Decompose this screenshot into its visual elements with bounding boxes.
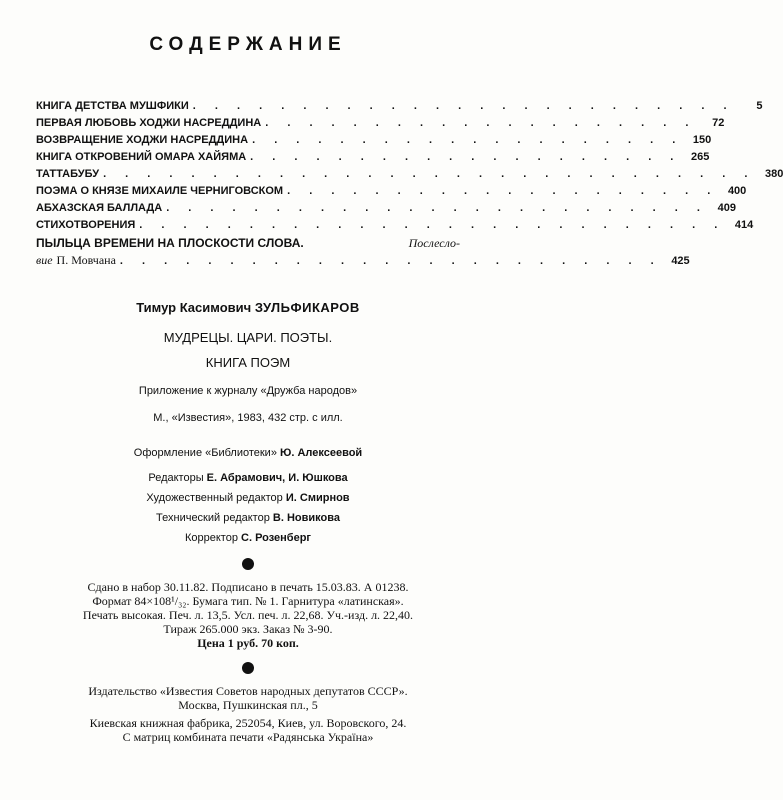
- printer-matrix-line: С матриц комбината печати «Радянська Украïна»: [122, 730, 374, 744]
- author-first-name: Тимур Касимович: [136, 300, 252, 315]
- toc-entry: [36, 236, 460, 253]
- credit-label: Корректор: [184, 532, 238, 544]
- book-title: МУДРЕЦЫ. ЦАРИ. ПОЭТЫ.: [163, 330, 333, 345]
- toc-entry-title: СТИХОТВОРЕНИЯ: [36, 219, 136, 231]
- book-publication: М., «Известия», 1983, 432 стр. с илл.: [153, 412, 343, 424]
- book-subtitle: КНИГА ПОЭМ: [205, 355, 291, 370]
- credit-label: Редакторы: [148, 472, 204, 484]
- separator-dot: [242, 662, 254, 674]
- credit-tech-editor: [0, 512, 496, 524]
- publisher-address: Москва, Пушкинская пл., 5: [178, 698, 318, 712]
- credit-name: И. Смирнов: [285, 492, 350, 504]
- toc-entry: [36, 219, 754, 236]
- publisher-line: Издательство «Известия Советов народных депутатов СССР».: [88, 684, 408, 698]
- toc-entry-page: 409: [717, 202, 736, 214]
- toc-leader-dots: . . . . . . . . . . . . . . . . . . . . . . . . .: [119, 255, 662, 267]
- toc-leader-dots: . . . . . . . . . . . . . . . . . . . . . . . . . . . . . .: [103, 168, 756, 180]
- toc-entry-continuation: [36, 253, 690, 270]
- print-info-line: Тираж 265.000 экз. Заказ № 3-90.: [163, 622, 333, 636]
- toc-leader-dots: . . . . . . . . . . . . . . . . . . . . . . . . .: [192, 100, 735, 112]
- toc-entry-title: ПЫЛЬЦА ВРЕМЕНИ НА ПЛОСКОСТИ СЛОВА.: [36, 236, 304, 250]
- toc-entry-title: ПОЭМА О КНЯЗЕ МИХАИЛЕ ЧЕРНИГОВСКОМ: [36, 185, 284, 197]
- toc-entry: [36, 100, 763, 117]
- toc-entry: [36, 151, 710, 168]
- toc-entry-title: ТАТТАБУБУ: [36, 168, 100, 180]
- credit-label: Оформление «Библиотеки»: [133, 447, 277, 459]
- credit-design: [0, 447, 496, 459]
- credit-label: Художественный редактор: [146, 492, 283, 504]
- toc-entry-note: Послесло-: [408, 236, 460, 250]
- toc-entry-page: 72: [712, 117, 725, 129]
- toc-entry-title: КНИГА ОТКРОВЕНИЙ ОМАРА ХАЙЯМА: [36, 151, 247, 163]
- credit-label: Технический редактор: [156, 512, 270, 524]
- toc-entry-author: П. Мовчана: [56, 253, 116, 267]
- credit-art-editor: [0, 492, 496, 504]
- toc-entry-page: 400: [727, 185, 747, 197]
- toc-leader-dots: . . . . . . . . . . . . . . . . . . . .: [252, 134, 684, 146]
- page-heading: СОДЕРЖАНИЕ: [149, 34, 347, 55]
- print-info-line: Сдано в набор 30.11.82. Подписано в печать 15.03.83. А 01238.: [87, 580, 409, 594]
- toc-leader-dots: . . . . . . . . . . . . . . . . . . . .: [250, 151, 682, 163]
- credit-name: Ю. Алексеевой: [280, 447, 363, 459]
- toc-entry-title: АБХАЗСКАЯ БАЛЛАДА: [36, 202, 163, 214]
- toc-entry: [36, 134, 712, 151]
- toc-entry-title: ВОЗВРАЩЕНИЕ ХОДЖИ НАСРЕДДИНА: [36, 134, 249, 146]
- print-info-line: Формат 84×108¹/₃₂. Бумага тип. № 1. Гарнитура «латинская».: [92, 594, 404, 608]
- toc-leader-dots: . . . . . . . . . . . . . . . . . . . . . . . . .: [166, 202, 708, 214]
- toc-entry-page: 414: [734, 219, 754, 231]
- price: Цена 1 руб. 70 коп.: [197, 636, 299, 650]
- credit-name: С. Розенберг: [241, 532, 312, 544]
- toc-entry-page: 380: [765, 168, 783, 180]
- author-surname: ЗУЛЬФИКАРОВ: [254, 300, 360, 315]
- separator-dot: [242, 558, 254, 570]
- toc-entry: [36, 185, 747, 202]
- toc-leader-dots: . . . . . . . . . . . . . . . . . . . .: [265, 117, 697, 129]
- toc-entry: [36, 117, 725, 134]
- toc-entry-note: вие: [36, 253, 53, 267]
- credit-editors: [0, 472, 496, 484]
- print-info-line: Печать высокая. Печ. л. 13,5. Усл. печ. л. 22,68. Уч.-изд. л. 22,40.: [82, 608, 414, 622]
- toc-entry-title: ПЕРВАЯ ЛЮБОВЬ ХОДЖИ НАСРЕДДИНА: [36, 117, 262, 129]
- toc-entry-page: 150: [692, 134, 712, 146]
- toc-entry-title: КНИГА ДЕТСТВА МУШФИКИ: [36, 100, 189, 112]
- toc-leader-dots: . . . . . . . . . . . . . . . . . . . .: [287, 185, 719, 197]
- toc-entry-page: 265: [691, 151, 710, 163]
- toc-entry-page: 5: [756, 100, 763, 112]
- printer-line: Киевская книжная фабрика, 252054, Киев, ул. Воровского, 24.: [89, 716, 407, 730]
- toc-entry: [36, 168, 783, 185]
- toc-leader-dots: . . . . . . . . . . . . . . . . . . . . . . . . . . .: [139, 219, 726, 231]
- table-of-contents: [36, 100, 783, 270]
- credit-corrector: [0, 532, 496, 544]
- toc-entry-page: 425: [671, 255, 690, 267]
- book-supplement: Приложение к журналу «Дружба народов»: [138, 385, 358, 397]
- credit-name: Е. Абрамович, И. Юшкова: [206, 472, 348, 484]
- toc-entry: [36, 202, 736, 219]
- credit-name: В. Новикова: [272, 512, 340, 524]
- book-author: [0, 300, 496, 315]
